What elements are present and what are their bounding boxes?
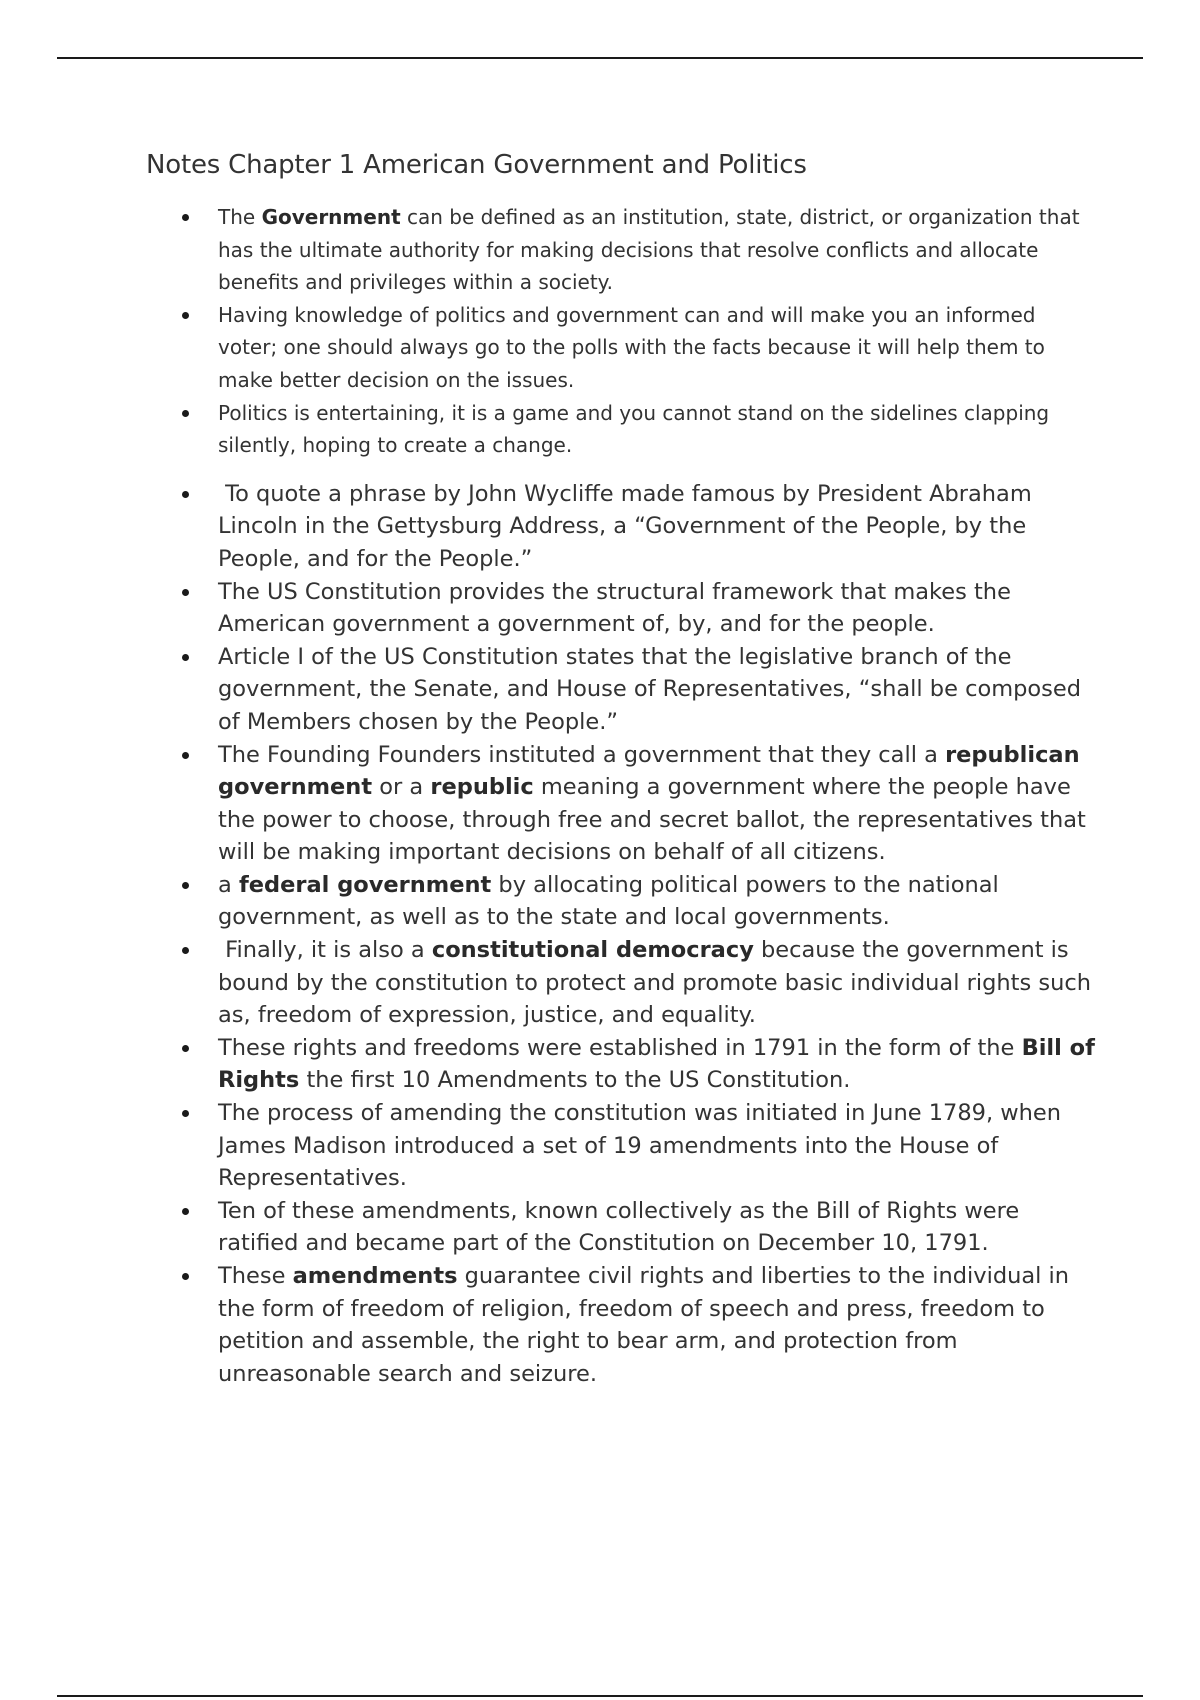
list-item: The Government can be defined as an institution, state, district, or organization that has the ultimate authority for making decisions that resolve conflicts and allocate benefits and privileges within a society. <box>146 201 1096 299</box>
bullet-icon <box>182 589 189 596</box>
document-body <box>146 145 1096 1390</box>
intro-bullet-list <box>146 201 1096 462</box>
list-item: Ten of these amendments, known collectively as the Bill of Rights were ratified and became part of the Constitution on December 10, 1791. <box>146 1195 1096 1260</box>
bullet-icon <box>182 1110 189 1117</box>
list-item: Article I of the US Constitution states that the legislative branch of the government, the Senate, and House of Representatives, “shall be composed of Members chosen by the People.” <box>146 641 1096 739</box>
bullet-icon <box>182 312 189 319</box>
list-item: To quote a phrase by John Wycliffe made famous by President Abraham Lincoln in the Gettysburg Address, a “Government of the People, by the People, and for the People.” <box>146 478 1096 576</box>
document-title: Notes Chapter 1 American Government and Politics <box>146 150 807 180</box>
main-bullet-list <box>146 478 1096 1391</box>
list-item: These amendments guarantee civil rights and liberties to the individual in the form of freedom of religion, freedom of speech and press, freedom to petition and assemble, the right to bear arm, and protection from unreasonable search and seizure. <box>146 1260 1096 1390</box>
bullet-icon <box>182 214 189 221</box>
bullet-icon <box>182 654 189 661</box>
bullet-icon <box>182 491 189 498</box>
list-item: The process of amending the constitution was initiated in June 1789, when James Madison introduced a set of 19 amendments into the House of Representatives. <box>146 1097 1096 1195</box>
bullet-icon <box>182 947 189 954</box>
top-rule <box>57 57 1143 59</box>
bullet-icon <box>182 752 189 759</box>
list-item: Politics is entertaining, it is a game and you cannot stand on the sidelines clapping silently, hoping to create a change. <box>146 397 1096 462</box>
bullet-icon <box>182 882 189 889</box>
list-item: Having knowledge of politics and government can and will make you an informed voter; one should always go to the polls with the facts because it will help them to make better decision on the issues. <box>146 299 1096 397</box>
bullet-icon <box>182 1045 189 1052</box>
list-item: a federal government by allocating political powers to the national government, as well as to the state and local governments. <box>146 869 1096 934</box>
list-item: The Founding Founders instituted a government that they call a republican government or a republic meaning a government where the people have the power to choose, through free and secret ballot, the representatives that will be making important decisions on behalf of all citizens. <box>146 739 1096 869</box>
list-item: The US Constitution provides the structural framework that makes the American government a government of, by, and for the people. <box>146 576 1096 641</box>
bullet-icon <box>182 1273 189 1280</box>
list-item: Finally, it is also a constitutional democracy because the government is bound by the constitution to protect and promote basic individual rights such as, freedom of expression, justice, and equality. <box>146 934 1096 1032</box>
bullet-icon <box>182 410 189 417</box>
bottom-rule <box>57 1695 1143 1697</box>
bullet-icon <box>182 1208 189 1215</box>
list-item: These rights and freedoms were established in 1791 in the form of the Bill of Rights the first 10 Amendments to the US Constitution. <box>146 1032 1096 1097</box>
